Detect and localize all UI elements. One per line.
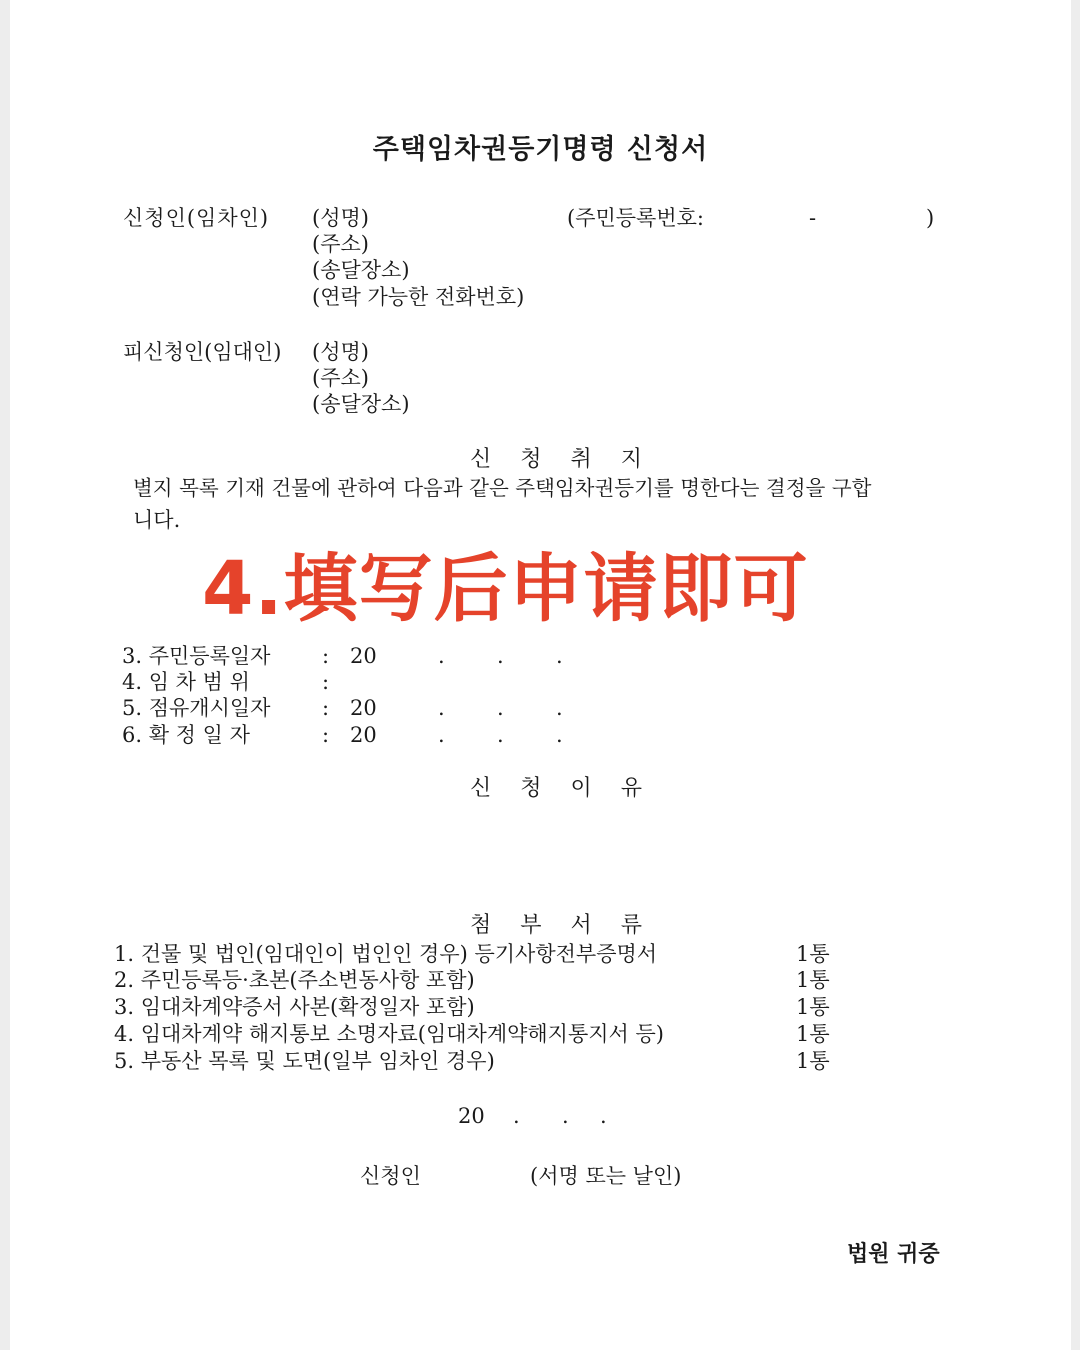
applicant-name-label: (성명) — [312, 206, 369, 230]
field-colon: : — [322, 723, 330, 747]
signer-label: 신청인 — [360, 1164, 421, 1188]
attachments-heading: 첨 부 서 류 — [470, 913, 653, 938]
attachment-item: 2. 주민등록등·초본(주소변동사항 포함) — [114, 968, 475, 992]
date-separator: . — [600, 1104, 607, 1128]
date-separator: . — [556, 696, 563, 720]
resident-number-close: ) — [926, 206, 935, 230]
date-separator: . — [438, 723, 445, 747]
date-separator: . — [556, 723, 563, 747]
date-separator: . — [497, 696, 504, 720]
attachment-count: 1통 — [796, 1022, 830, 1046]
attachment-item: 1. 건물 및 법인(임대인이 법인인 경우) 등기사항전부증명서 — [114, 942, 658, 966]
field-value: 20 — [350, 723, 377, 747]
attachment-count: 1통 — [796, 942, 830, 966]
field-label: 3. 주민등록일자 — [122, 644, 271, 668]
respondent-name-label: (성명) — [312, 340, 369, 364]
date-separator: . — [438, 644, 445, 668]
applicant-phone-label: (연락 가능한 전화번호) — [312, 285, 525, 309]
document-page — [10, 0, 1071, 1350]
field-label: 5. 점유개시일자 — [122, 696, 271, 720]
field-label: 4. 임 차 범 위 — [122, 670, 250, 694]
court-addressee: 법원 귀중 — [847, 1241, 940, 1267]
attachment-count: 1통 — [796, 995, 830, 1019]
field-colon: : — [322, 670, 330, 694]
purpose-text-line1: 별지 목록 기재 건물에 관하여 다음과 같은 주택임차권등기를 명한다는 결정을 구합 — [133, 476, 872, 500]
date-year: 20 — [458, 1104, 485, 1128]
date-separator: . — [556, 644, 563, 668]
respondent-address-label: (주소) — [312, 366, 369, 390]
respondent-label: 피신청인(임대인) — [123, 340, 282, 364]
date-separator: . — [497, 723, 504, 747]
applicant-delivery-label: (송달장소) — [312, 258, 410, 282]
date-separator: . — [513, 1104, 520, 1128]
attachment-count: 1통 — [796, 1049, 830, 1073]
attachment-item: 4. 임대차계약 해지통보 소명자료(임대차계약해지통지서 등) — [114, 1022, 664, 1046]
document-title: 주택임차권등기명령 신청서 — [372, 134, 709, 165]
purpose-text-line2: 니다. — [133, 508, 181, 532]
reason-heading: 신 청 이 유 — [470, 776, 653, 801]
purpose-heading: 신 청 취 지 — [470, 447, 653, 472]
resident-number-label: (주민등록번호: — [567, 206, 704, 230]
applicant-label: 신청인(임차인) — [123, 206, 270, 230]
applicant-address-label: (주소) — [312, 232, 369, 256]
attachment-item: 5. 부동산 목록 및 도면(일부 임차인 경우) — [114, 1049, 495, 1073]
signature-note: (서명 또는 날인) — [530, 1164, 682, 1188]
date-separator: . — [562, 1104, 569, 1128]
overlay-instruction: 4.填写后申请即可 — [202, 546, 809, 632]
field-value: 20 — [350, 644, 377, 668]
attachment-item: 3. 임대차계약증서 사본(확정일자 포함) — [114, 995, 475, 1019]
date-separator: . — [438, 696, 445, 720]
field-colon: : — [322, 644, 330, 668]
resident-number-dash: - — [809, 206, 817, 230]
field-label: 6. 확 정 일 자 — [122, 723, 250, 747]
date-separator: . — [497, 644, 504, 668]
respondent-delivery-label: (송달장소) — [312, 392, 410, 416]
attachment-count: 1통 — [796, 968, 830, 992]
field-colon: : — [322, 696, 330, 720]
field-value: 20 — [350, 696, 377, 720]
